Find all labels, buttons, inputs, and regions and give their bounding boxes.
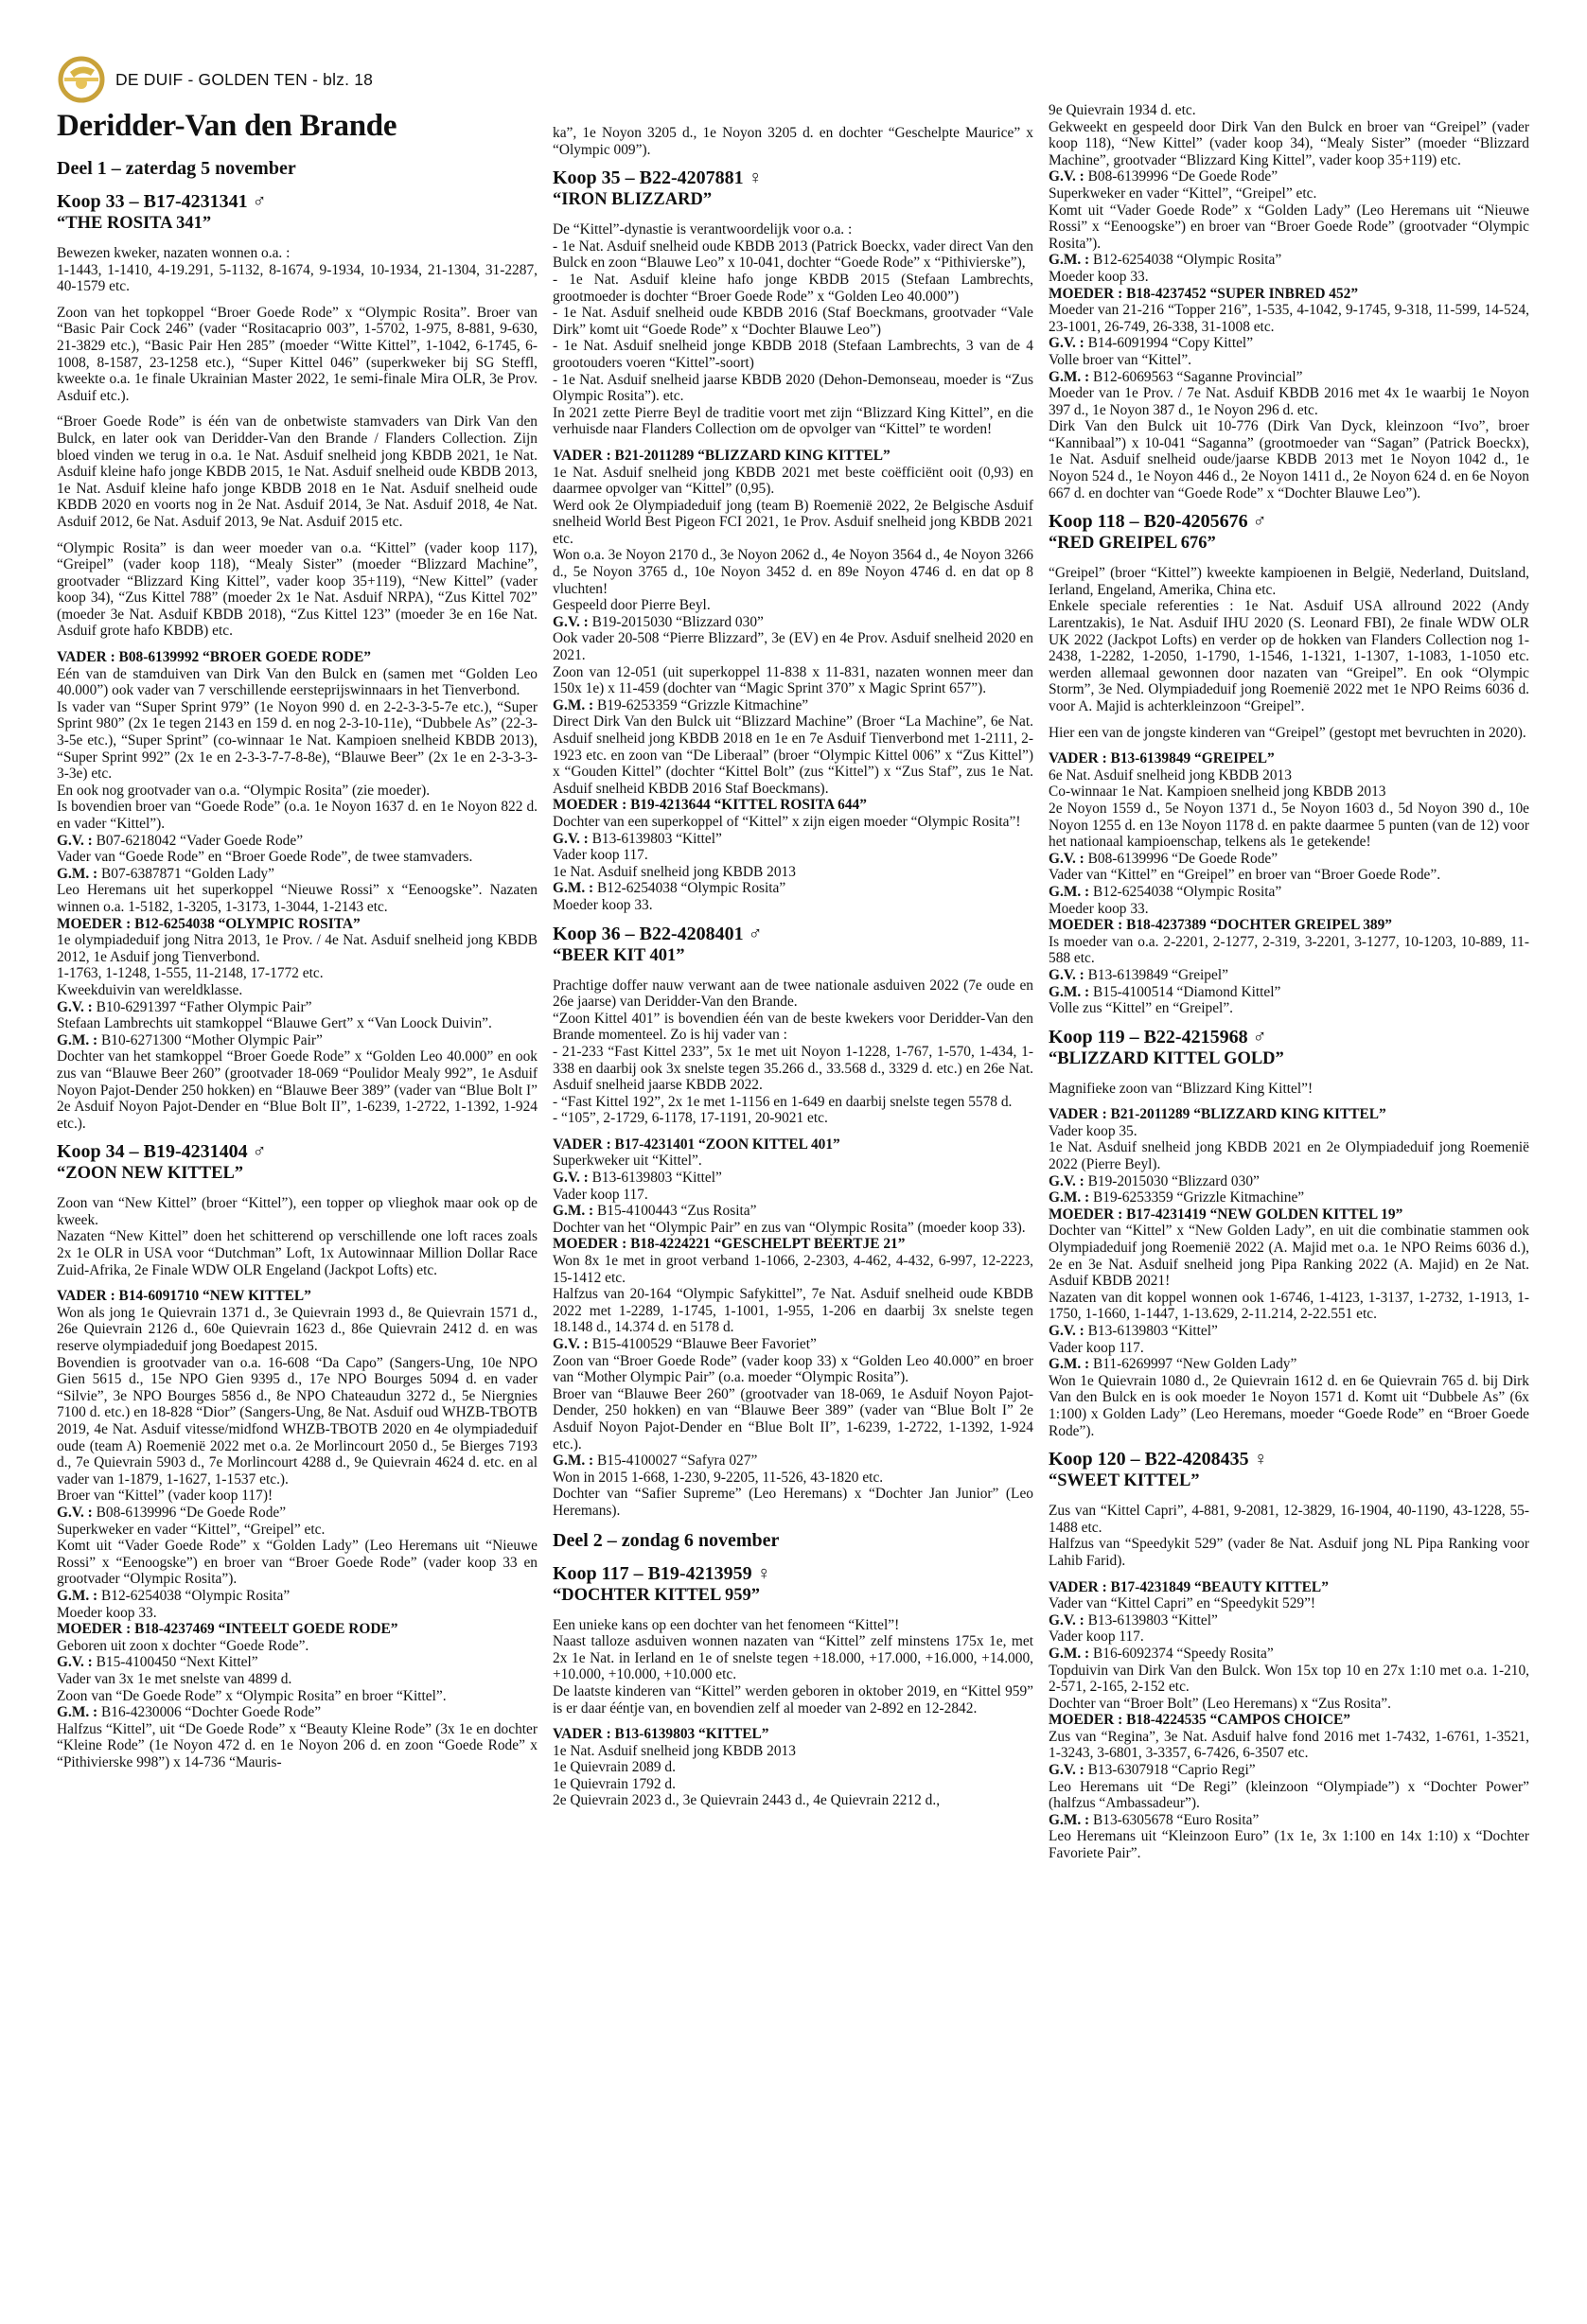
- text-line: Topduivin van Dirk Van den Bulck. Won 15x top 10 en 27x 1:10 met o.a. 1-210, 2-571, 2-165, 2-152 etc.: [1049, 1662, 1529, 1696]
- text-line: G.M. : B19-6253359 “Grizzle Kitmachine”: [553, 696, 809, 713]
- text-line: G.V. : B13-6139849 “Greipel”: [1049, 966, 1228, 983]
- lot-pigeon-name: “RED GREIPEL 676”: [1049, 534, 1216, 554]
- text-line: Halfzus van 20-164 “Olympic Safykittel”, 7e Nat. Asduif snelheid oude KBDB 2022 met 1-2289, 1-1745, 1-1001, 1-955, 1-206 en daarbij 3x snelste tegen 18.148 d., 14.374 d. en 5178 d.: [553, 1286, 1033, 1336]
- lot-heading: [57, 191, 538, 234]
- text-line: Superkweker en vader “Kittel”, “Greipel” etc.: [1049, 185, 1317, 202]
- text-line: “Olympic Rosita” is dan weer moeder van o.a. “Kittel” (vader koop 117), “Greipel” (vader koop 118), “Mealy Sister” (moeder “Blizzard Machine”, grootvader “Blizzard King Kittel”, vader koop 35+119), “New Kittel” (vader koop 34), “Zus Kittel 788” (moeder 2x 1e Nat. Asduif NRPA), “Zus Kittel 702” (moeder 3e Nat. Asduif KBDB 2018), “Zus Kittel 123” (moeder 3e en 16e Nat. Asduif grote hafo KBDB) etc.: [57, 539, 538, 640]
- text-line: Broer van “Blauwe Beer 260” (grootvader van 18-069, 1e Asduif Noyon Pajot-Dender, 250 hokken) en van “Blauwe Beer 389” (vader van “Blue Bolt I” 2e Asduif Noyon Pajot-Dender en “Blue Bolt II”, 1-6239, 1-2722, 1-1392, 1-924 etc.).: [553, 1385, 1033, 1452]
- text-line: Zoon van “Broer Goede Rode” (vader koop 33) x “Golden Leo 40.000” en broer van “Mother Olympic Pair” (o.a. moeder “Olympic Rosita”).: [553, 1352, 1033, 1386]
- text-line: G.V. : B19-2015030 “Blizzard 030”: [1049, 1172, 1260, 1189]
- text-line: MOEDER : B18-4224221 “GESCHELPT BEERTJE 21”: [553, 1236, 906, 1253]
- text-line: - 1e Nat. Asduif snelheid jaarse KBDB 2020 (Dehon-Demonseau, moeder is “Zus Olympic Rosita”). etc.: [553, 371, 1033, 405]
- text-line: Won 1e Quievrain 1080 d., 2e Quievrain 1612 d. en 6e Quievrain 765 d. bij Dirk Van den Bulck en is ook moeder 1e Noyon 1571 d. Komt uit “Dubbele As” (6x 1:100) x Golden Lady” (Leo Heremans, moeder “Goede Rode” en “Broer Goede Rode”).: [1049, 1372, 1529, 1439]
- column-1: [57, 106, 538, 1780]
- text-line: VADER : B21-2011289 “BLIZZARD KING KITTEL”: [553, 447, 890, 464]
- body-paragraph: [553, 221, 1033, 438]
- text-line: G.M. : B10-6271300 “Mother Olympic Pair”: [57, 1031, 323, 1048]
- text-line: G.M. : B19-6253359 “Grizzle Kitmachine”: [1049, 1189, 1305, 1206]
- text-line: Komt uit “Vader Goede Rode” x “Golden Lady” (Leo Heremans uit “Nieuwe Rossi” x “Eenoogske”) en broer van “Broer Goede Rode” (vader koop 33 en grootvader “Olympic Rosita”).: [57, 1538, 538, 1588]
- text-line: Vader koop 117.: [1049, 1339, 1144, 1356]
- text-line: G.M. : B13-6305678 “Euro Rosita”: [1049, 1811, 1260, 1828]
- text-line: Volle zus “Kittel” en “Greipel”.: [1049, 1000, 1234, 1017]
- text-line: Vader koop 117.: [553, 1186, 648, 1203]
- text-line: Zoon van “De Goede Rode” x “Olympic Rosita” en broer “Kittel”.: [57, 1687, 447, 1704]
- body-paragraph: [57, 1195, 538, 1278]
- text-line: Leo Heremans uit “Kleinzoon Euro” (1x 1e, 3x 1:100 en 14x 1:10) x “Dochter Favoriete Pair”.: [1049, 1828, 1529, 1862]
- text-line: De laatste kinderen van “Kittel” werden geboren in oktober 2019, en “Kittel 959” is er daar ééntje van, en bovendien zelf al moeder van 2-892 en 12-2842.: [553, 1682, 1033, 1717]
- text-line: Vader van 3x 1e met snelste van 4899 d.: [57, 1670, 292, 1687]
- text-line: Zus van “Regina”, 3e Nat. Asduif halve fond 2016 met 1-7432, 1-6761, 1-3521, 1-3243, 3-6801, 3-3357, 6-7426, 6-3507 etc.: [1049, 1728, 1529, 1762]
- text-line: Superkweker en vader “Kittel”, “Greipel” etc.: [57, 1521, 326, 1538]
- lot-pigeon-name: “DOCHTER KITTEL 959”: [553, 1585, 760, 1605]
- text-line: G.V. : B08-6139996 “De Goede Rode”: [57, 1504, 287, 1521]
- text-line: G.M. : B12-6254038 “Olympic Rosita”: [1049, 252, 1282, 269]
- body-paragraph: [57, 540, 538, 641]
- text-line: Won als jong 1e Quievrain 1371 d., 3e Quievrain 1993 d., 8e Quievrain 1571 d., 26e Quievrain 2126 d., 60e Quievrain 1623 d., 86e Quievrain 2412 d. en was reserve olympiadeduif jong Boedapest 2015.: [57, 1304, 538, 1355]
- lot-heading: [553, 1563, 1033, 1606]
- text-line: Vader koop 117.: [1049, 1629, 1144, 1646]
- text-line: De “Kittel”-dynastie is verantwoordelijk voor o.a. :: [553, 221, 853, 238]
- text-line: 1e Nat. Asduif snelheid jong KBDB 2013: [553, 863, 796, 880]
- lot-number: Koop 34 – B19-4231404 ♂: [57, 1141, 267, 1163]
- text-line: Vader van “Kittel Capri” en “Speedykit 529”!: [1049, 1595, 1316, 1612]
- text-line: MOEDER : B12-6254038 “OLYMPIC ROSITA”: [57, 915, 361, 932]
- text-line: Volle broer van “Kittel”.: [1049, 351, 1192, 368]
- text-line: G.V. : B08-6139996 “De Goede Rode”: [1049, 850, 1278, 867]
- text-line: Won in 2015 1-668, 1-230, 9-2205, 11-526, 43-1820 etc.: [553, 1469, 884, 1486]
- body-paragraph: [1049, 102, 1529, 502]
- text-line: 1e Quievrain 2089 d.: [553, 1759, 676, 1776]
- section-heading: Deel 1 – zaterdag 5 november: [57, 158, 296, 179]
- text-line: Halfzus van “Speedykit 529” (vader 8e Nat. Asduif jong NL Pipa Ranking voor Lahib Farid).: [1049, 1536, 1529, 1569]
- text-line: G.V. : B13-6139803 “Kittel”: [1049, 1611, 1218, 1629]
- text-line: Kweekduivin van wereldklasse.: [57, 981, 243, 998]
- text-line: G.M. : B15-4100514 “Diamond Kittel”: [1049, 983, 1281, 1000]
- text-line: 2e Noyon 1559 d., 5e Noyon 1371 d., 5e Noyon 1603 d., 5d Noyon 390 d., 10e Noyon 1255 d. en 13e Noyon 1178 d. en pakte daarmee 5 punten (van de 12) voor het nationaal kampioenschap, telkens als 1e getekende!: [1049, 800, 1529, 851]
- text-line: VADER : B17-4231849 “BEAUTY KITTEL”: [1049, 1578, 1329, 1595]
- lot-number: Koop 35 – B22-4207881 ♀: [553, 167, 763, 189]
- text-line: En ook nog grootvader van o.a. “Olympic Rosita” (zie moeder).: [57, 782, 431, 799]
- text-line: G.M. : B16-4230006 “Dochter Goede Rode”: [57, 1704, 322, 1721]
- text-line: Vader van “Goede Rode” en “Broer Goede Rode”, de twee stamvaders.: [57, 849, 473, 866]
- text-line: 1e olympiadeduif jong Nitra 2013, 1e Prov. / 4e Nat. Asduif snelheid jong KBDB 2012, 1e Asduif jong Tienverbond.: [57, 932, 538, 965]
- text-line: G.V. : B07-6218042 “Vader Goede Rode”: [57, 832, 304, 849]
- text-line: G.V. : B15-4100450 “Next Kittel”: [57, 1654, 258, 1671]
- lot-pigeon-name: “THE ROSITA 341”: [57, 214, 212, 233]
- text-line: 9e Quievrain 1934 d. etc.: [1049, 102, 1196, 118]
- text-line: Magnifieke zoon van “Blizzard King Kittel”!: [1049, 1080, 1314, 1097]
- column-3: [1049, 102, 1529, 1872]
- text-line: VADER : B14-6091710 “NEW KITTEL”: [57, 1288, 311, 1305]
- text-line: - 1e Nat. Asduif kleine hafo jonge KBDB 2015 (Stefaan Lambrechts, grootmoeder is dochter “Broer Goede Rode” x “Golden Leo 40.000”): [553, 271, 1033, 305]
- text-line: Dochter van het stamkoppel “Broer Goede Rode” x “Golden Leo 40.000” en ook zus van “Blauwe Beer 260” (grootvader 18-069 “Poulidor Mealy 992”, 1e Asduif Noyon Pajot-Dender 250 hokken) en “Blauwe Beer 389” (vader van “Blue Bolt I” 2e Asduif Noyon Pajot-Dender en “Blue Bolt II”, 1-6239, 1-2722, 1-1392, 1-924 etc.).: [57, 1048, 538, 1132]
- text-line: MOEDER : B17-4231419 “NEW GOLDEN KITTEL 19”: [1049, 1206, 1403, 1223]
- body-paragraph: [1049, 1503, 1529, 1569]
- text-line: G.M. : B12-6254038 “Olympic Rosita”: [1049, 883, 1282, 900]
- text-line: Dirk Van den Bulck uit 10-776 (Dirk Van Dyck, kleinzoon “Ivo”, broer “Kannibaal”) x 10-041 “Saganna” (grootmoeder van “Sagan” (Patrick Boeckx), 1e Nat. Asduif snelheid oude/jaarse KBDB 2013 met 1e Noyon 1042 d., 1e Noyon 524 d., 1e Noyon 446 d., 2e Noyon 1411 d., 2e Noyon 624 d. en 6e Noyon 667 d. en dochter van “Goede Rode” x “Dochter Blauwe Leo”).: [1049, 418, 1529, 502]
- text-line: VADER : B17-4231401 “ZOON KITTEL 401”: [553, 1136, 840, 1153]
- text-line: MOEDER : B19-4213644 “KITTEL ROSITA 644”: [553, 797, 867, 814]
- text-line: - 1e Nat. Asduif snelheid oude KBDB 2016 (Staf Boeckmans, grootvader “Vale Dirk” komt uit “Goede Rode” x “Dochter Blauwe Leo”): [553, 305, 1033, 338]
- body-paragraph: [57, 245, 538, 295]
- text-line: G.M. : B12-6254038 “Olympic Rosita”: [57, 1587, 291, 1604]
- text-line: Superkweker uit “Kittel”.: [553, 1153, 702, 1170]
- text-line: Is bovendien broer van “Goede Rode” (o.a. 1e Noyon 1637 d. en 1e Noyon 822 d. en vader “Kittel”).: [57, 799, 538, 832]
- text-line: Broer van “Kittel” (vader koop 117)!: [57, 1488, 273, 1505]
- body-paragraph: [57, 414, 538, 530]
- lot-heading: [553, 924, 1033, 966]
- text-line: Nazaten “New Kittel” doen het schitterend op verschillende one loft races zoals 2x 1e OLR in USA voor “Dutchman” Loft, 1x Autowinnaar Million Dollar Race Zuid-Afrika, 2e Finale WDW OLR Engeland (Jackpot Lofts) etc.: [57, 1228, 538, 1278]
- text-line: Hier een van de jongste kinderen van “Greipel” (gestopt met bevruchten in 2020).: [1049, 724, 1526, 741]
- text-line: Werd ook 2e Olympiadeduif jong (team B) Roemenië 2022, 2e Belgische Asduif snelheid World Best Pigeon FCI 2021, 1e Prov. Asduif snelheid jong KBDB 2021 etc.: [553, 497, 1033, 547]
- text-line: Eén van de stamduiven van Dirk Van den Bulck en (samen met “Golden Leo 40.000”) ook vader van 7 verschillende eersteprijswinnaars in het Tienverbond.: [57, 665, 538, 699]
- lot-number: Koop 36 – B22-4208401 ♂: [553, 923, 763, 944]
- text-line: G.V. : B13-6139803 “Kittel”: [553, 830, 722, 847]
- text-line: “Zoon Kittel 401” is bovendien één van de beste kwekers voor Deridder-Van den Brande momenteel. Zo is hij vader van :: [553, 1010, 1033, 1044]
- text-line: Won 8x 1e met in groot verband 1-1066, 2-2303, 4-462, 4-432, 6-997, 12-2223, 15-1412 etc.: [553, 1253, 1033, 1286]
- lot-number: Koop 118 – B20-4205676 ♂: [1049, 511, 1267, 533]
- lot-heading: [1049, 511, 1529, 554]
- body-paragraph: [553, 125, 1033, 158]
- text-line: - “105”, 2-1729, 6-1178, 17-1191, 20-9021 etc.: [553, 1110, 828, 1127]
- text-line: Zus van “Kittel Capri”, 4-881, 9-2081, 12-3829, 16-1904, 40-1190, 43-1228, 55-1488 etc.: [1049, 1503, 1529, 1536]
- text-line: 1e Quievrain 1792 d.: [553, 1775, 676, 1792]
- text-line: 1e Nat. Asduif snelheid jong KBDB 2013: [553, 1742, 796, 1759]
- text-line: VADER : B13-6139803 “KITTEL”: [553, 1726, 769, 1743]
- text-line: VADER : B13-6139849 “GREIPEL”: [1049, 750, 1275, 767]
- body-paragraph: [1049, 1579, 1529, 1862]
- text-line: Naast talloze asduiven wonnen nazaten van “Kittel” zelf minstens 175x 1e, met 2x 1e Nat. in Ierland en 1e of snelste tegen +18.000, +17.000, +16.000, +14.000, +10.000, +10.000, +10.000 etc.: [553, 1633, 1033, 1683]
- text-line: Dochter van “Kittel” x “New Golden Lady”, en uit die combinatie stammen ook Olympiadeduif jong Roemenië 2022 (A. Majid met o.a. 1e NPO Reims 6036 d.), 2e en 3e Nat. Asduif snelheid jong Pipa Ranking 2022 (A. Majid) en 2e Nat. Asduif KBDB 2021!: [1049, 1223, 1529, 1290]
- body-paragraph: [57, 1288, 538, 1770]
- text-line: - 1e Nat. Asduif snelheid jonge KBDB 2018 (Stefaan Lambrechts, 3 van de 4 grootouders voeren “Kittel”-soort): [553, 338, 1033, 371]
- text-line: MOEDER : B18-4224535 “CAMPOS CHOICE”: [1049, 1712, 1350, 1729]
- text-line: Een unieke kans op een dochter van het fenomeen “Kittel”!: [553, 1616, 900, 1633]
- text-line: Moeder koop 33.: [1049, 268, 1149, 285]
- text-line: G.M. : B16-6092374 “Speedy Rosita”: [1049, 1645, 1274, 1662]
- text-line: 1-1763, 1-1248, 1-555, 11-2148, 17-1772 etc.: [57, 965, 324, 982]
- text-line: Moeder koop 33.: [57, 1604, 157, 1621]
- text-line: G.V. : B13-6139803 “Kittel”: [1049, 1323, 1218, 1339]
- text-line: ka”, 1e Noyon 3205 d., 1e Noyon 3205 d. en dochter “Geschelpte Maurice” x “Olympic 009”).: [553, 125, 1033, 158]
- text-line: Moeder van 1e Prov. / 7e Nat. Asduif KBDB 2016 met 4x 1e waarbij 1e Noyon 397 d., 1e Noyon 387 d., 1e Noyon 296 d. etc.: [1049, 385, 1529, 418]
- lot-number: Koop 120 – B22-4208435 ♀: [1049, 1449, 1268, 1470]
- text-line: Moeder koop 33.: [553, 896, 653, 913]
- text-line: G.M. : B15-4100027 “Safyra 027”: [553, 1452, 758, 1470]
- column-2: [553, 125, 1033, 1819]
- text-line: Is vader van “Super Sprint 979” (1e Noyon 990 d. en 2-2-3-3-5-7e etc.), “Super Sprint 980” (2x 1e tegen 2143 en 159 d. en nog 2-3-10-11e), “Dubbele As” (22-3-3-5e etc.), “Super Sprint” (co-winnaar 1e Nat. Kampioen snelheid KBDB 2013), “Super Sprint 992” (2x 1e en 2-3-3-7-7-8-8e), “Blauwe Beer” (2x 1e en 2-3-3-3-3-3e) etc.: [57, 698, 538, 783]
- text-line: VADER : B21-2011289 “BLIZZARD KING KITTEL”: [1049, 1106, 1386, 1123]
- lot-number: Koop 33 – B17-4231341 ♂: [57, 191, 267, 212]
- body-paragraph: [1049, 565, 1529, 714]
- text-line: “Greipel” (broer “Kittel”) kweekte kampioenen in België, Nederland, Duitsland, Ierland, Engeland, Amerika, China etc.: [1049, 565, 1529, 598]
- text-line: G.M. : B11-6269997 “New Golden Lady”: [1049, 1356, 1297, 1373]
- text-line: 1-1443, 1-1410, 4-19.291, 5-1132, 8-1674, 9-1934, 10-1934, 21-1304, 31-2287, 40-1579 etc.: [57, 261, 538, 295]
- body-paragraph: [1049, 725, 1529, 742]
- text-line: Komt uit “Vader Goede Rode” x “Golden Lady” (Leo Heremans uit “Nieuwe Rossi” x “Eenoogske”) en broer van “Broer Goede Rode” (grootvader “Olympic Rosita”).: [1049, 202, 1529, 252]
- text-line: Enkele speciale referenties : 1e Nat. Asduif USA allround 2022 (Andy Larentzakis), 1e Nat. Asduif IHU 2020 (S. Leonard FBI), 2e finale WDW OLR UK 2022 (Jackpot Lofts) en verder op de hokken van Flanders Collection nog 1-2438, 1-2282, 1-2050, 1-1790, 1-1546, 1-1321, 1-1307, 1-1083, 1-1050 etc. werden allemaal gewonnen door nazaten van “Greipel”. En ook “Olympic Storm”, 3e Ned. Olympiadeduif jong Roemenië 2022 met 1e NPO Reims 6036 d. voor A. Majid is achterkleinzoon “Greipel”.: [1049, 598, 1529, 714]
- lot-pigeon-name: “SWEET KITTEL”: [1049, 1471, 1200, 1491]
- lot-heading: [1049, 1027, 1529, 1069]
- text-line: Vader koop 35.: [1049, 1122, 1137, 1139]
- text-line: Ook vader 20-508 “Pierre Blizzard”, 3e (EV) en 4e Prov. Asduif snelheid 2020 en 2021.: [553, 630, 1033, 664]
- page-header: [57, 53, 373, 106]
- text-line: Geboren uit zoon x dochter “Goede Rode”.: [57, 1637, 309, 1654]
- text-line: G.M. : B12-6069563 “Saganne Provincial”: [1049, 368, 1303, 385]
- body-paragraph: [553, 1617, 1033, 1717]
- text-line: - 21-233 “Fast Kittel 233”, 5x 1e met uit Noyon 1-1228, 1-767, 1-570, 1-434, 1-338 en daarbij ook 3x snelste tegen 35.266 d., 33.568 d., 3329 d. etc.) en 26e Nat. Asduif snelheid jaarse KBDB 2022.: [553, 1043, 1033, 1094]
- text-line: Dochter van het “Olympic Pair” en zus van “Olympic Rosita” (moeder koop 33).: [553, 1219, 1026, 1236]
- text-line: Bewezen kweker, nazaten wonnen o.a. :: [57, 245, 291, 261]
- text-line: “Broer Goede Rode” is één van de onbetwiste stamvaders van Dirk Van den Bulck, en later ook van Deridder-Van den Brande / Flanders Collection. Zijn bloed vinden we terug in o.a. 1e Nat. Asduif snelheid jong KBDB 2021, 1e Nat. Asduif kleine hafo jonge KBDB 2015, 1e Nat. Asduif snelheid oude KBDB 2013, 1e Nat. Asduif kleine hafo jonge KBDB 2018 en 1e Nat. Asduif snelheid oude KBDB 2020 en voorts nog in 2e Nat. Asduif 2014, 3e Nat. Asduif 2018, 4e Nat. Asduif 2012, 6e Nat. Asduif 2013, 9e Nat. Asduif 2015 etc.: [57, 414, 538, 530]
- text-line: Dochter van “Broer Bolt” (Leo Heremans) x “Zus Rosita”.: [1049, 1695, 1391, 1712]
- text-line: Moeder van 21-216 “Topper 216”, 1-535, 4-1042, 9-1745, 9-318, 11-599, 14-524, 23-1001, 26-749, 26-338, 31-1008 etc.: [1049, 302, 1529, 335]
- text-line: Vader koop 117.: [553, 847, 648, 864]
- lot-heading: [1049, 1449, 1529, 1491]
- text-line: Nazaten van dit koppel wonnen ook 1-6746, 1-4123, 1-3137, 1-2732, 1-1913, 1-1750, 1-1660, 1-1447, 1-13.629, 2-11.214, 2-22.551 etc.: [1049, 1289, 1529, 1323]
- body-paragraph: [57, 305, 538, 405]
- lot-number: Koop 119 – B22-4215968 ♂: [1049, 1026, 1267, 1048]
- body-paragraph: [1049, 750, 1529, 1017]
- body-paragraph: [553, 1136, 1033, 1520]
- text-line: MOEDER : B18-4237452 “SUPER INBRED 452”: [1049, 285, 1359, 302]
- text-line: Zoon van “New Kittel” (broer “Kittel”), een topper op vlieghok maar ook op de kweek.: [57, 1195, 538, 1228]
- text-line: G.V. : B10-6291397 “Father Olympic Pair”: [57, 998, 312, 1015]
- text-line: G.V. : B13-6307918 “Caprio Regi”: [1049, 1762, 1256, 1779]
- lot-heading: [57, 1141, 538, 1184]
- text-line: Stefaan Lambrechts uit stamkoppel “Blauwe Gert” x “Van Loock Duivin”.: [57, 1015, 492, 1032]
- body-paragraph: [553, 977, 1033, 1127]
- body-paragraph: [553, 448, 1033, 914]
- text-line: 1e Nat. Asduif snelheid jong KBDB 2021 met beste coëfficiënt ooit (0,93) en daarmee opvolger van “Kittel” (0,95).: [553, 464, 1033, 498]
- text-line: Zoon van 12-051 (uit superkoppel 11-838 x 11-831, nazaten wonnen meer dan 150x 1e) x 11-459 (dochter van “Magic Sprint 370” x Magic Sprint 657”).: [553, 663, 1033, 697]
- text-line: Direct Dirk Van den Bulck uit “Blizzard Machine” (Broer “La Machine”, 6e Nat. Asduif snelheid jong KBDB 2018 en 1e en 7e Asduif Tienverbond met 1-2111, 2-1923 etc. en zoon van “De Liberaal” (broer “Olympic Kittel 006” x “Zus Kittel”) x “Gouden Kittel” (dochter “Kittel Bolt” (zus “Kittel”) x “Zus Staf”, zus 1e Nat. Asduif snelheid KBDB 2016 Staf Boeckmans).: [553, 713, 1033, 797]
- text-line: Dochter van “Safier Supreme” (Leo Heremans) x “Dochter Jan Junior” (Leo Heremans).: [553, 1486, 1033, 1519]
- golden-ten-logo-icon: [57, 55, 106, 104]
- text-line: Gespeeld door Pierre Beyl.: [553, 597, 711, 614]
- text-line: MOEDER : B18-4237469 “INTEELT GOEDE RODE”: [57, 1621, 398, 1638]
- body-paragraph: [1049, 1081, 1529, 1098]
- text-line: G.V. : B13-6139803 “Kittel”: [553, 1170, 722, 1187]
- text-line: G.M. : B15-4100443 “Zus Rosita”: [553, 1203, 757, 1220]
- text-line: Halfzus “Kittel”, uit “De Goede Rode” x “Beauty Kleine Rode” (3x 1e en dochter “Kleine Rode” (1e Noyon 472 d. en 1e Noyon 206 d. en zoon “Goede Rode” x “Pithivierske 998”) x 14-736 “Mauris-: [57, 1720, 538, 1770]
- text-line: G.M. : B07-6387871 “Golden Lady”: [57, 865, 274, 882]
- text-line: - 1e Nat. Asduif snelheid oude KBDB 2013 (Patrick Boeckx, vader direct Van den Bulck en zoon “Blauwe Leo” x 10-041, dochter “Goede Rode” x “Pithivierske”),: [553, 238, 1033, 272]
- text-line: Is moeder van o.a. 2-2201, 2-1277, 2-319, 3-2201, 3-1277, 10-1203, 10-889, 11-588 etc.: [1049, 933, 1529, 967]
- text-line: Zoon van het topkoppel “Broer Goede Rode” x “Olympic Rosita”. Broer van “Basic Pair Cock 246” (vader “Rositacaprio 003”, 1-5702, 1-975, 8-881, 9-630, 21-3829 etc.), “Basic Pair Hen 285” (moeder “Witte Kittel”, 1-1042, 6-1745, 6-1008, 8-1587, 23-1258 etc.), “Super Kittel 046” (superkweker bij SG Steffl, kweekte o.a. 1e finale Ukrainian Master 2022, 1e semi-finale Mira OLR, 3e Prov. Asduif etc.).: [57, 304, 538, 404]
- body-paragraph: [57, 649, 538, 1132]
- text-line: Dochter van een superkoppel of “Kittel” x zijn eigen moeder “Olympic Rosita”!: [553, 813, 1021, 830]
- text-line: - “Fast Kittel 192”, 2x 1e met 1-1156 en 1-649 en daarbij snelste tegen 5578 d.: [553, 1093, 1013, 1110]
- text-line: G.V. : B08-6139996 “De Goede Rode”: [1049, 168, 1278, 185]
- text-line: Moeder koop 33.: [1049, 900, 1149, 917]
- text-line: Won o.a. 3e Noyon 2170 d., 3e Noyon 2062 d., 4e Noyon 3564 d., 4e Noyon 3266 d., 5e Noyon 3765 d., 10e Noyon 3452 d. en 89e Noyon 4746 d. en dat op 8 vluchten!: [553, 547, 1033, 597]
- text-line: In 2021 zette Pierre Beyl de traditie voort met zijn “Blizzard King Kittel”, en die verhuisde naar Flanders Collection om de opvolger van “Kittel” te worden!: [553, 404, 1033, 438]
- text-line: Prachtige doffer nauw verwant aan de twee nationale asduiven 2022 (7e oude en 26e jaarse) van Deridder-Van den Brande.: [553, 977, 1033, 1011]
- text-line: G.V. : B15-4100529 “Blauwe Beer Favoriet”: [553, 1336, 817, 1352]
- text-line: G.M. : B12-6254038 “Olympic Rosita”: [553, 880, 786, 897]
- header-title: DE DUIF - GOLDEN TEN - blz. 18: [115, 69, 374, 89]
- section-heading: Deel 2 – zondag 6 november: [553, 1529, 780, 1551]
- text-line: Leo Heremans uit “De Regi” (kleinzoon “Olympiade”) x “Dochter Power” (halfzus “Ambassadeur”).: [1049, 1778, 1529, 1812]
- text-line: 1e Nat. Asduif snelheid jong KBDB 2021 en 2e Olympiadeduif jong Roemenië 2022 (Pierre Beyl).: [1049, 1139, 1529, 1173]
- text-line: Bovendien is grootvader van o.a. 16-608 “Da Capo” (Sangers-Ung, 10e NPO Gien 5615 d., 15e NPO Gien 9395 d., 17e NPO Bourges 5094 d. en vader “Silvie”, 3e NPO Bourges 5856 d., 8e NPO Chateaudun 3272 d., 5e Niergnies 7100 d. etc.) en 18-828 “Dior” (Sangers-Ung, 8e Nat. Asduif oud WHZB-TBOTB 2019, 4e Nat. Asduif vitesse/midfond WHZB-TBOTB 2020 en 4e olympiadeduif oude (team A) Roemenië 2022 met o.a. 2e Morlincourt 2050 d., 5e Bierges 7193 d., 7e Quievrain 5903 d., 7e Morlincourt 4288 d., 9e Quievrain 4624 d. etc. en al vader van 1-1879, 1-1627, 1-1537 etc.).: [57, 1354, 538, 1488]
- text-line: Vader van “Kittel” en “Greipel” en broer van “Broer Goede Rode”.: [1049, 867, 1441, 884]
- text-line: 2e Quievrain 2023 d., 3e Quievrain 2443 d., 4e Quievrain 2212 d.,: [553, 1792, 941, 1809]
- lot-heading: [553, 167, 1033, 210]
- text-line: MOEDER : B18-4237389 “DOCHTER GREIPEL 389”: [1049, 917, 1392, 934]
- lot-pigeon-name: “IRON BLIZZARD”: [553, 190, 713, 210]
- text-line: Co-winnaar 1e Nat. Kampioen snelheid jong KBDB 2013: [1049, 783, 1386, 801]
- lot-number: Koop 117 – B19-4213959 ♀: [553, 1562, 771, 1584]
- text-line: G.V. : B19-2015030 “Blizzard 030”: [553, 613, 764, 630]
- body-paragraph: [1049, 1106, 1529, 1439]
- text-line: G.V. : B14-6091994 “Copy Kittel”: [1049, 335, 1254, 352]
- article-title: Deridder-Van den Brande: [57, 109, 397, 143]
- body-paragraph: [553, 1726, 1033, 1809]
- text-line: VADER : B08-6139992 “BROER GOEDE RODE”: [57, 649, 371, 666]
- text-line: 6e Nat. Asduif snelheid jong KBDB 2013: [1049, 766, 1292, 783]
- text-line: Leo Heremans uit het superkoppel “Nieuwe Rossi” x “Eenoogske”. Nazaten winnen o.a. 1-5182, 1-3205, 1-3173, 1-3044, 1-2143 etc.: [57, 882, 538, 915]
- lot-pigeon-name: “BLIZZARD KITTEL GOLD”: [1049, 1048, 1284, 1068]
- lot-pigeon-name: “ZOON NEW KITTEL”: [57, 1164, 244, 1184]
- lot-pigeon-name: “BEER KIT 401”: [553, 945, 685, 965]
- text-line: Gekweekt en gespeeld door Dirk Van den Bulck en broer van “Greipel” (vader koop 118), “New Kittel” (vader koop 34), “Mealy Sister” (moeder “Blizzard Machine”, grootvader “Blizzard King Kittel”, vader koop 35+119) etc.: [1049, 118, 1529, 168]
